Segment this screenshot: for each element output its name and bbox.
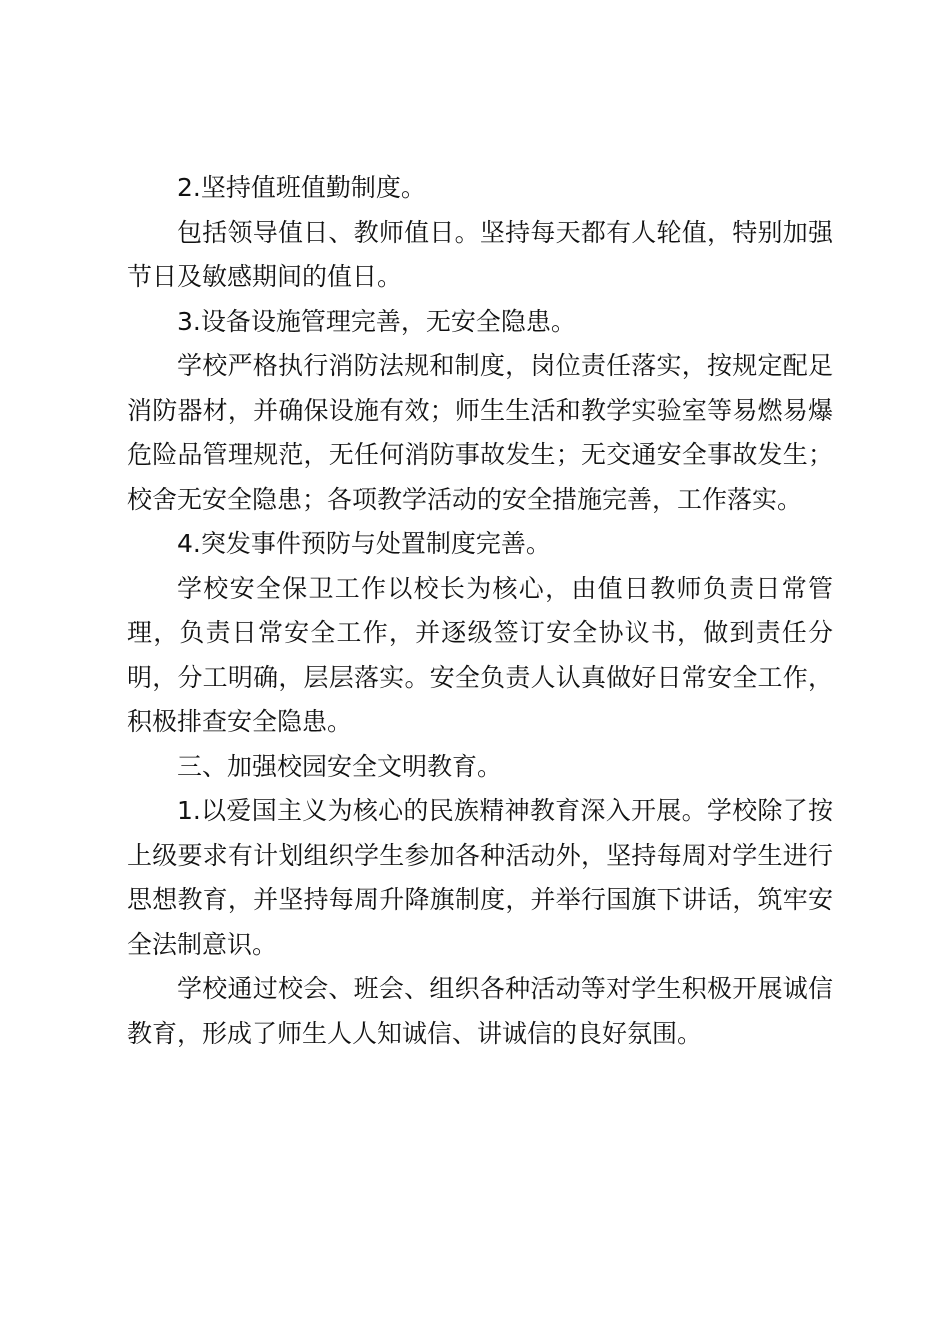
paragraph-patriotic-education: 1.以爱国主义为核心的民族精神教育深入开展。学校除了按上级要求有计划组织学生参加各种活动外，坚持每周对学生进行思想教育，并坚持每周升降旗制度，并举行国旗下讲话，筑牢安全法制意识。 (127, 796, 833, 959)
paragraph-integrity-education: 学校通过校会、班会、组织各种活动等对学生积极开展诚信教育，形成了师生人人知诚信、讲诚信的良好氛围。 (127, 974, 833, 1048)
paragraph-duty-details: 包括领导值日、教师值日。坚持每天都有人轮值，特别加强节日及敏感期间的值日。 (127, 217, 833, 291)
heading-facility-management: 3.设备设施管理完善，无安全隐患。 (177, 306, 576, 336)
paragraph-fire-safety: 学校严格执行消防法规和制度，岗位责任落实，按规定配足消防器材，并确保设施有效；师生生活和教学实验室等易燃易爆危险品管理规范，无任何消防事故发生；无交通安全事故发生；校舍无安全隐患；各项教学活动的安全措施完善，工作落实。 (127, 351, 833, 514)
document-body (127, 166, 833, 1056)
paragraph-security-work: 学校安全保卫工作以校长为核心，由值日教师负责日常管理，负责日常安全工作，并逐级签订安全协议书，做到责任分明，分工明确，层层落实。安全负责人认真做好日常安全工作，积极排查安全隐患。 (127, 573, 833, 736)
heading-duty-system: 2.坚持值班值勤制度。 (177, 173, 426, 202)
heading-emergency-prevention: 4.突发事件预防与处置制度完善。 (177, 529, 551, 558)
heading-section-three: 三、加强校园安全文明教育。 (177, 751, 503, 781)
